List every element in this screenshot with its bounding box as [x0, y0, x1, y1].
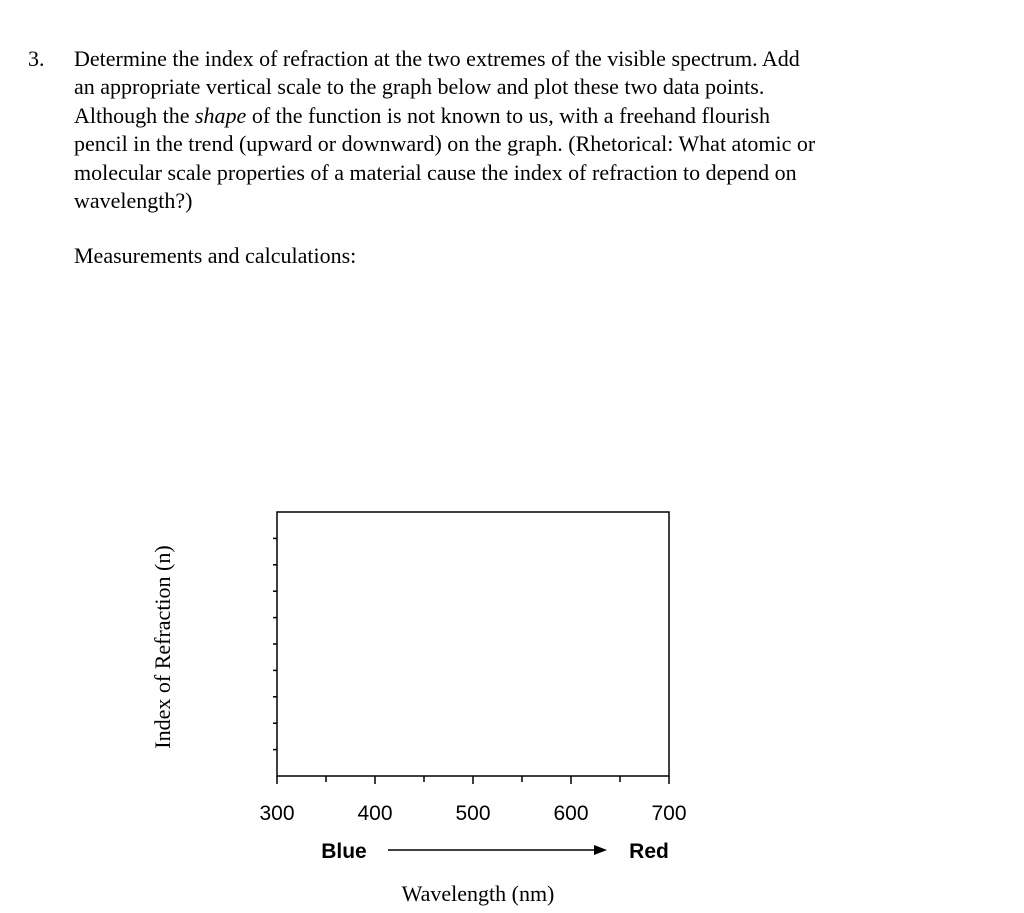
spectrum-arrow-head: [594, 845, 607, 855]
question-line-6: wavelength?): [74, 188, 193, 214]
x-axis-ticks: [277, 776, 669, 784]
x-tick-label-400: 400: [357, 802, 393, 825]
question-line-2: an appropriate vertical scale to the graph below and plot these two data points.: [74, 74, 765, 100]
x-axis-label: Wavelength (nm): [401, 881, 555, 906]
x-tick-label-500: 500: [455, 802, 491, 825]
y-axis-label: Index of Refraction (n): [150, 545, 175, 749]
x-tick-label-600: 600: [553, 802, 589, 825]
question-line-4: pencil in the trend (upward or downward) on the graph. (Rhetorical: What atomic or: [74, 131, 816, 157]
x-axis-tick-labels: [259, 802, 686, 825]
blue-label: Blue: [321, 840, 367, 863]
measurements-label: Measurements and calculations:: [74, 243, 357, 268]
red-label: Red: [629, 840, 669, 863]
question-number: 3.: [28, 46, 45, 71]
question-line-1: Determine the index of refraction at the two extremes of the visible spectrum. Add: [74, 46, 800, 71]
plot-area: [277, 512, 669, 776]
question-line-3-end: of the function is not known to us, with a freehand flourish: [246, 102, 770, 128]
emphasis-shape: shape: [195, 102, 247, 128]
question-line-5: molecular scale properties of a material cause the index of refraction to depend on: [74, 159, 797, 185]
x-tick-label-300: 300: [259, 802, 295, 825]
x-tick-label-700: 700: [651, 802, 687, 825]
question-line-3-start: Although the: [74, 102, 195, 128]
